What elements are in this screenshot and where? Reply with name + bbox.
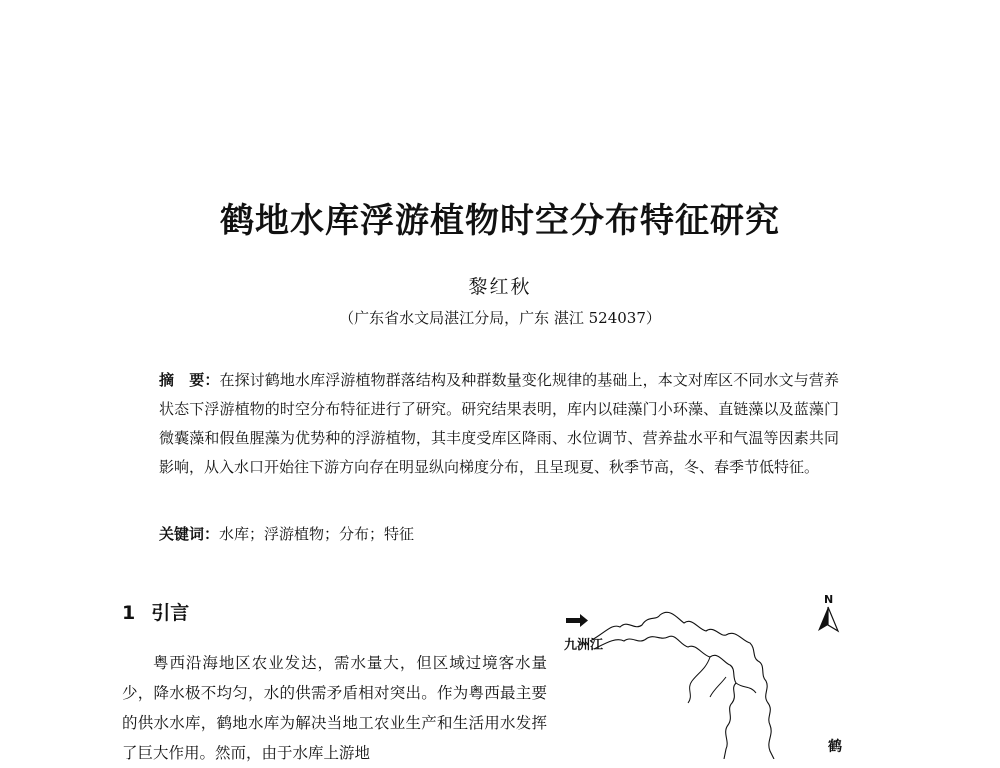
abstract [159, 366, 839, 482]
inflow-label: 九洲江 [564, 638, 604, 653]
section-title: 引言 [151, 602, 190, 624]
north-arrow-icon [818, 607, 838, 631]
keywords-label: 关键词： [159, 525, 220, 543]
abstract-label: 摘 要： [159, 371, 220, 389]
reservoir-branch [688, 657, 756, 703]
keywords-text: 水库；浮游植物；分布；特征 [219, 525, 415, 543]
intro-paragraph: 粤西沿海地区农业发达，需水量大，但区域过境客水量少，降水极不均匀，水的供需矛盾相对突出。作为粤西最主要的供水水库，鹤地水库为解决当地工农业生产和生活用水发挥了巨大作用。然而，由于水库上游地 [122, 654, 547, 762]
section-number: 1 [122, 602, 136, 624]
author-name: 黎红秋 [468, 276, 532, 298]
reservoir-outline-inner [594, 636, 736, 759]
section-heading [122, 598, 189, 625]
keywords [159, 520, 839, 549]
inflow-arrow-icon [566, 614, 588, 627]
reservoir-outline [590, 612, 774, 759]
abstract-text: 在探讨鹤地水库浮游植物群落结构及种群数量变化规律的基础上，本文对库区不同水文与营养状态下浮游植物的时空分布特征进行了研究。研究结果表明，库内以硅藻门小环藻、直链藻以及蓝藻门微囊藻和假鱼腥藻为优势种的浮游植物，其丰度受库区降雨、水位调节、营养盐水平和气温等因素共同影响，从入水口开始往下游方向存在明显纵向梯度分布，且呈现夏、秋季节高，冬、春季节低特征。 [159, 371, 839, 476]
reservoir-map [560, 585, 850, 759]
paper-title: 鹤地水库浮游植物时空分布特征研究 [220, 201, 780, 241]
reservoir-label: 鹤 [828, 739, 842, 755]
body-text [122, 648, 547, 768]
author-affiliation: （广东省水文局湛江分局，广东 湛江 524037） [339, 309, 661, 327]
north-label: N [824, 593, 834, 606]
